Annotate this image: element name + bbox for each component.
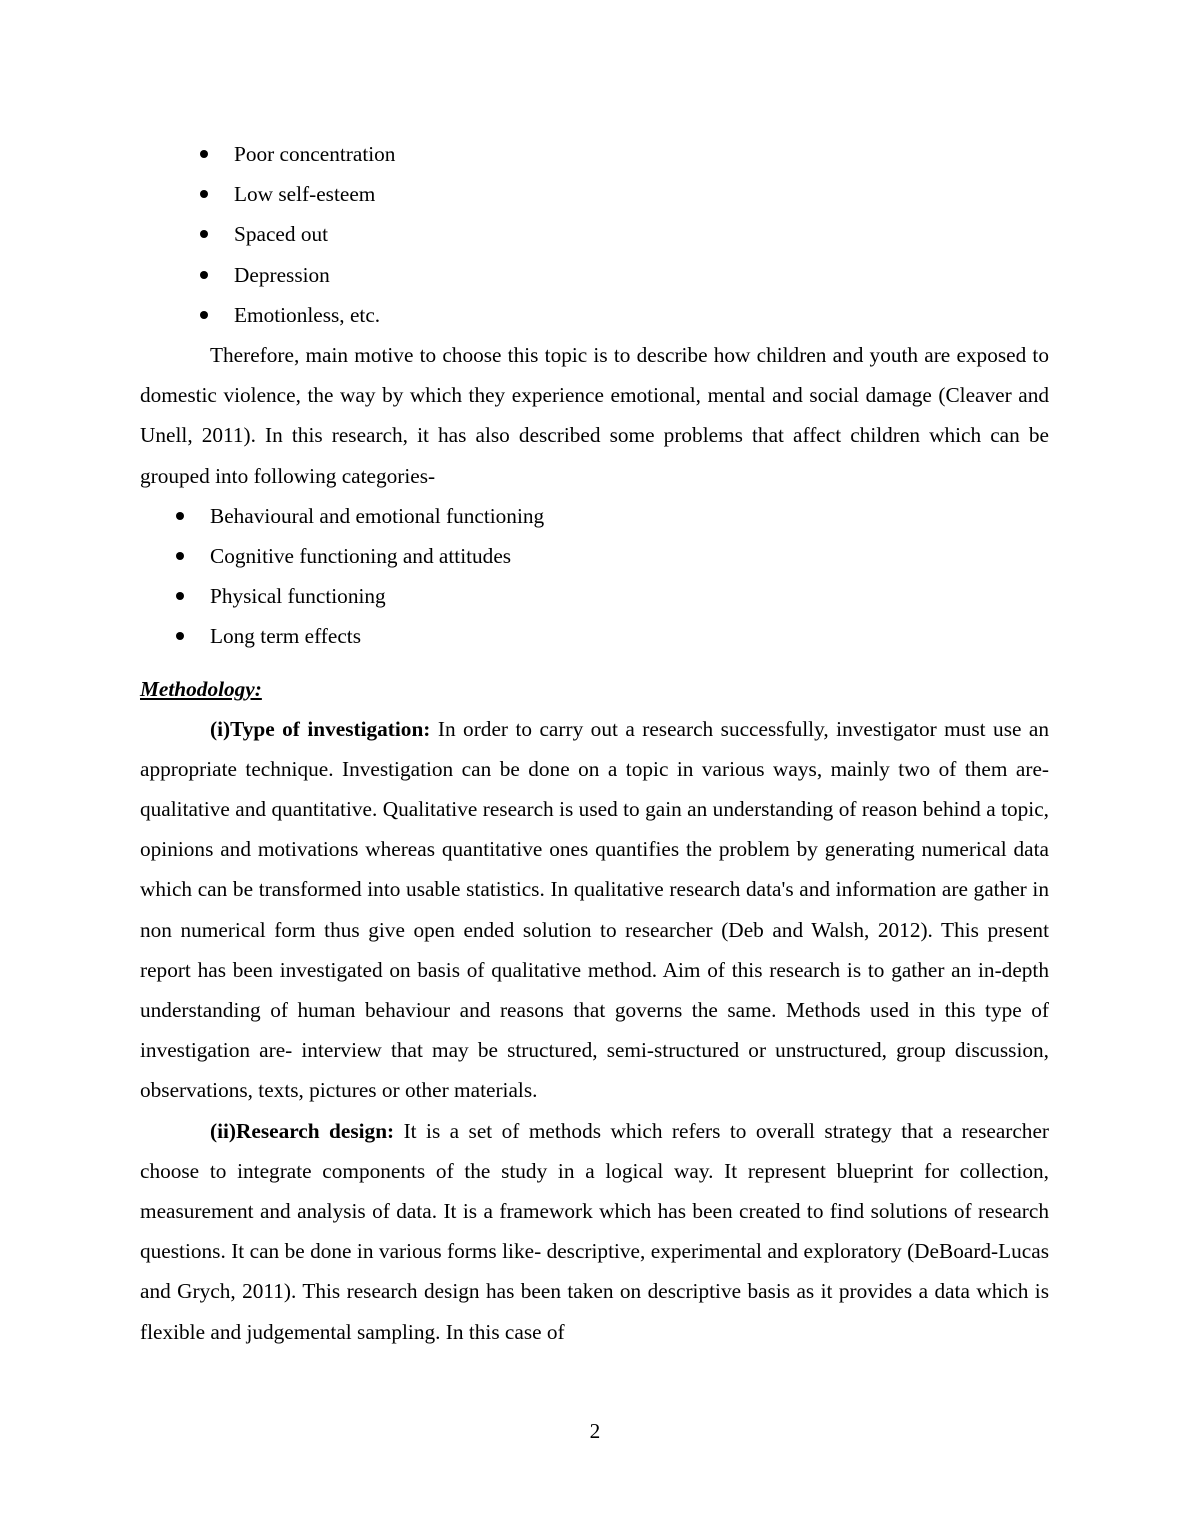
paragraph-body: It is a set of methods which refers to overall strategy that a researcher choose to integrate components of the study in a logical way. It represent blueprint for collection, measurement and analysis of data. It is a framework which has been created to find solutions of research questions. It can be done in various forms like- descriptive, experimental and exploratory (DeBoard-Lucas and Grych, 2011). This research design has been taken on descriptive basis as it provides a data which is flexible and judgemental sampling. In this case of: [140, 1118, 1050, 1344]
bullet-icon: [200, 271, 208, 279]
paragraph-label: (i)Type of investigation:: [210, 716, 431, 741]
bullet-icon: [200, 230, 208, 238]
bullet-icon: [200, 150, 208, 158]
bullet-icon: [176, 592, 184, 600]
list-item-text: Low self-esteem: [234, 182, 376, 207]
paragraph-motive: Therefore, main motive to choose this topic is to describe how children and youth are exposed to domestic violence, the way by which they experience emotional, mental and social damage (Cleaver and Unell, 2011). In this research, it has also described some problems that affect children which can be grouped into following categories-: [140, 342, 1049, 488]
list-item-text: Poor concentration: [234, 142, 396, 166]
section-heading: Methodology:: [140, 676, 262, 701]
list-item-text: Emotionless, etc.: [234, 302, 381, 327]
list-item: [140, 536, 1049, 576]
document-page: [140, 134, 1049, 1352]
bullet-icon: [176, 552, 184, 560]
list-item-text: Behavioural and emotional functioning: [210, 503, 545, 528]
list-item-text: Depression: [234, 262, 330, 287]
list-item: [140, 295, 1049, 335]
page-number: 2: [589, 1419, 601, 1443]
list-item-text: Cognitive functioning and attitudes: [210, 543, 512, 568]
bullet-icon: [200, 190, 208, 198]
bullet-icon: [176, 512, 184, 520]
category-list: [140, 496, 1049, 657]
list-item: [140, 616, 1049, 656]
list-item-text: Spaced out: [234, 222, 329, 247]
list-item: [140, 214, 1049, 254]
paragraph-body: In order to carry out a research successfully, investigator must use an appropriate technique. Investigation can be done on a topic in various ways, mainly two of them are- qualitative and quantitative. Qualitative research is used to gain an understanding of reason behind a topic, opinions and motivations whereas quantitative ones quantifies the problem by generating numerical data which can be transformed into usable statistics. In qualitative research data's and information are gather in non numerical form thus give open ended solution to researcher (Deb and Walsh, 2012). This present report has been investigated on basis of qualitative method. Aim of this research is to gather an in-depth understanding of human behaviour and reasons that governs the same. Methods used in this type of investigation are- interview that may be structured, semi-structured or unstructured, group discussion, observations, texts, pictures or other materials.: [140, 716, 1049, 1103]
paragraph-type-of-investigation: [140, 709, 1049, 1111]
list-item: [140, 134, 1049, 174]
list-item: [140, 576, 1049, 616]
bullet-icon: [200, 311, 208, 319]
list-item: [140, 496, 1049, 536]
paragraph-label: (ii)Research design:: [210, 1118, 395, 1143]
list-item-text: Physical functioning: [210, 584, 386, 609]
symptom-list: [140, 134, 1049, 335]
list-item-text: Long term effects: [210, 624, 361, 649]
list-item: [140, 255, 1049, 295]
list-item: [140, 174, 1049, 214]
bullet-icon: [176, 632, 184, 640]
paragraph-research-design: [140, 1111, 1049, 1352]
